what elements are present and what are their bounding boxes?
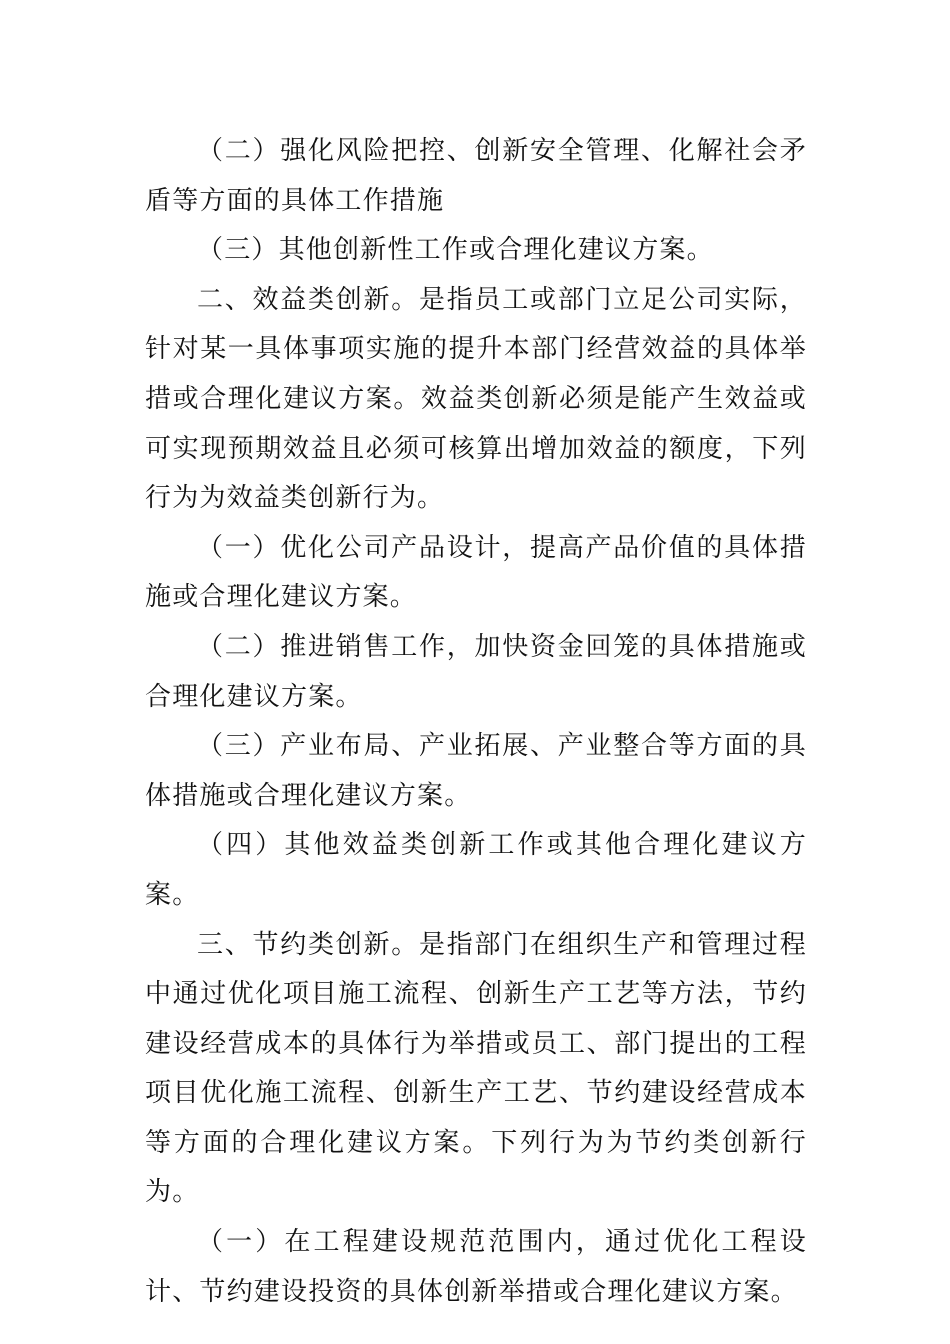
paragraph-saving-innovation: 三、节约类创新。是指部门在组织生产和管理过程中通过优化项目施工流程、创新生产工艺等方法，节约建设经营成本的具体行为举措或员工、部门提出的工程项目优化施工流程、创新生产工艺、节约建设经营成本等方面的合理化建议方案。下列行为为节约类创新行为。 bbox=[145, 929, 807, 1208]
paragraph-sales: （二）推进销售工作，加快资金回笼的具体措施或合理化建议方案。 bbox=[145, 631, 807, 712]
paragraph-other-benefit: （四）其他效益类创新工作或其他合理化建议方案。 bbox=[145, 830, 807, 910]
paragraph-industry-layout: （三）产业布局、产业拓展、产业整合等方面的具体措施或合理化建议方案。 bbox=[145, 731, 807, 811]
paragraph-other-innovation: （三）其他创新性工作或合理化建议方案。 bbox=[197, 235, 714, 266]
paragraph-engineering-design: （一）在工程建设规范范围内，通过优化工程设计、节约建设投资的具体创新举措或合理化建议方案。 bbox=[145, 1227, 807, 1307]
paragraph-product-design: （一）优化公司产品设计，提高产品价值的具体措施或合理化建议方案。 bbox=[145, 532, 807, 613]
paragraph-benefit-innovation: 二、效益类创新。是指员工或部门立足公司实际，针对某一具体事项实施的提升本部门经营效益的具体举措或合理化建议方案。效益类创新必须是能产生效益或可实现预期效益且必须可核算出增加效益的额度，下列行为为效益类创新行为。 bbox=[145, 284, 807, 514]
paragraph-safety-measures: （二）强化风险把控、创新安全管理、化解社会矛盾等方面的具体工作措施 bbox=[145, 136, 807, 216]
